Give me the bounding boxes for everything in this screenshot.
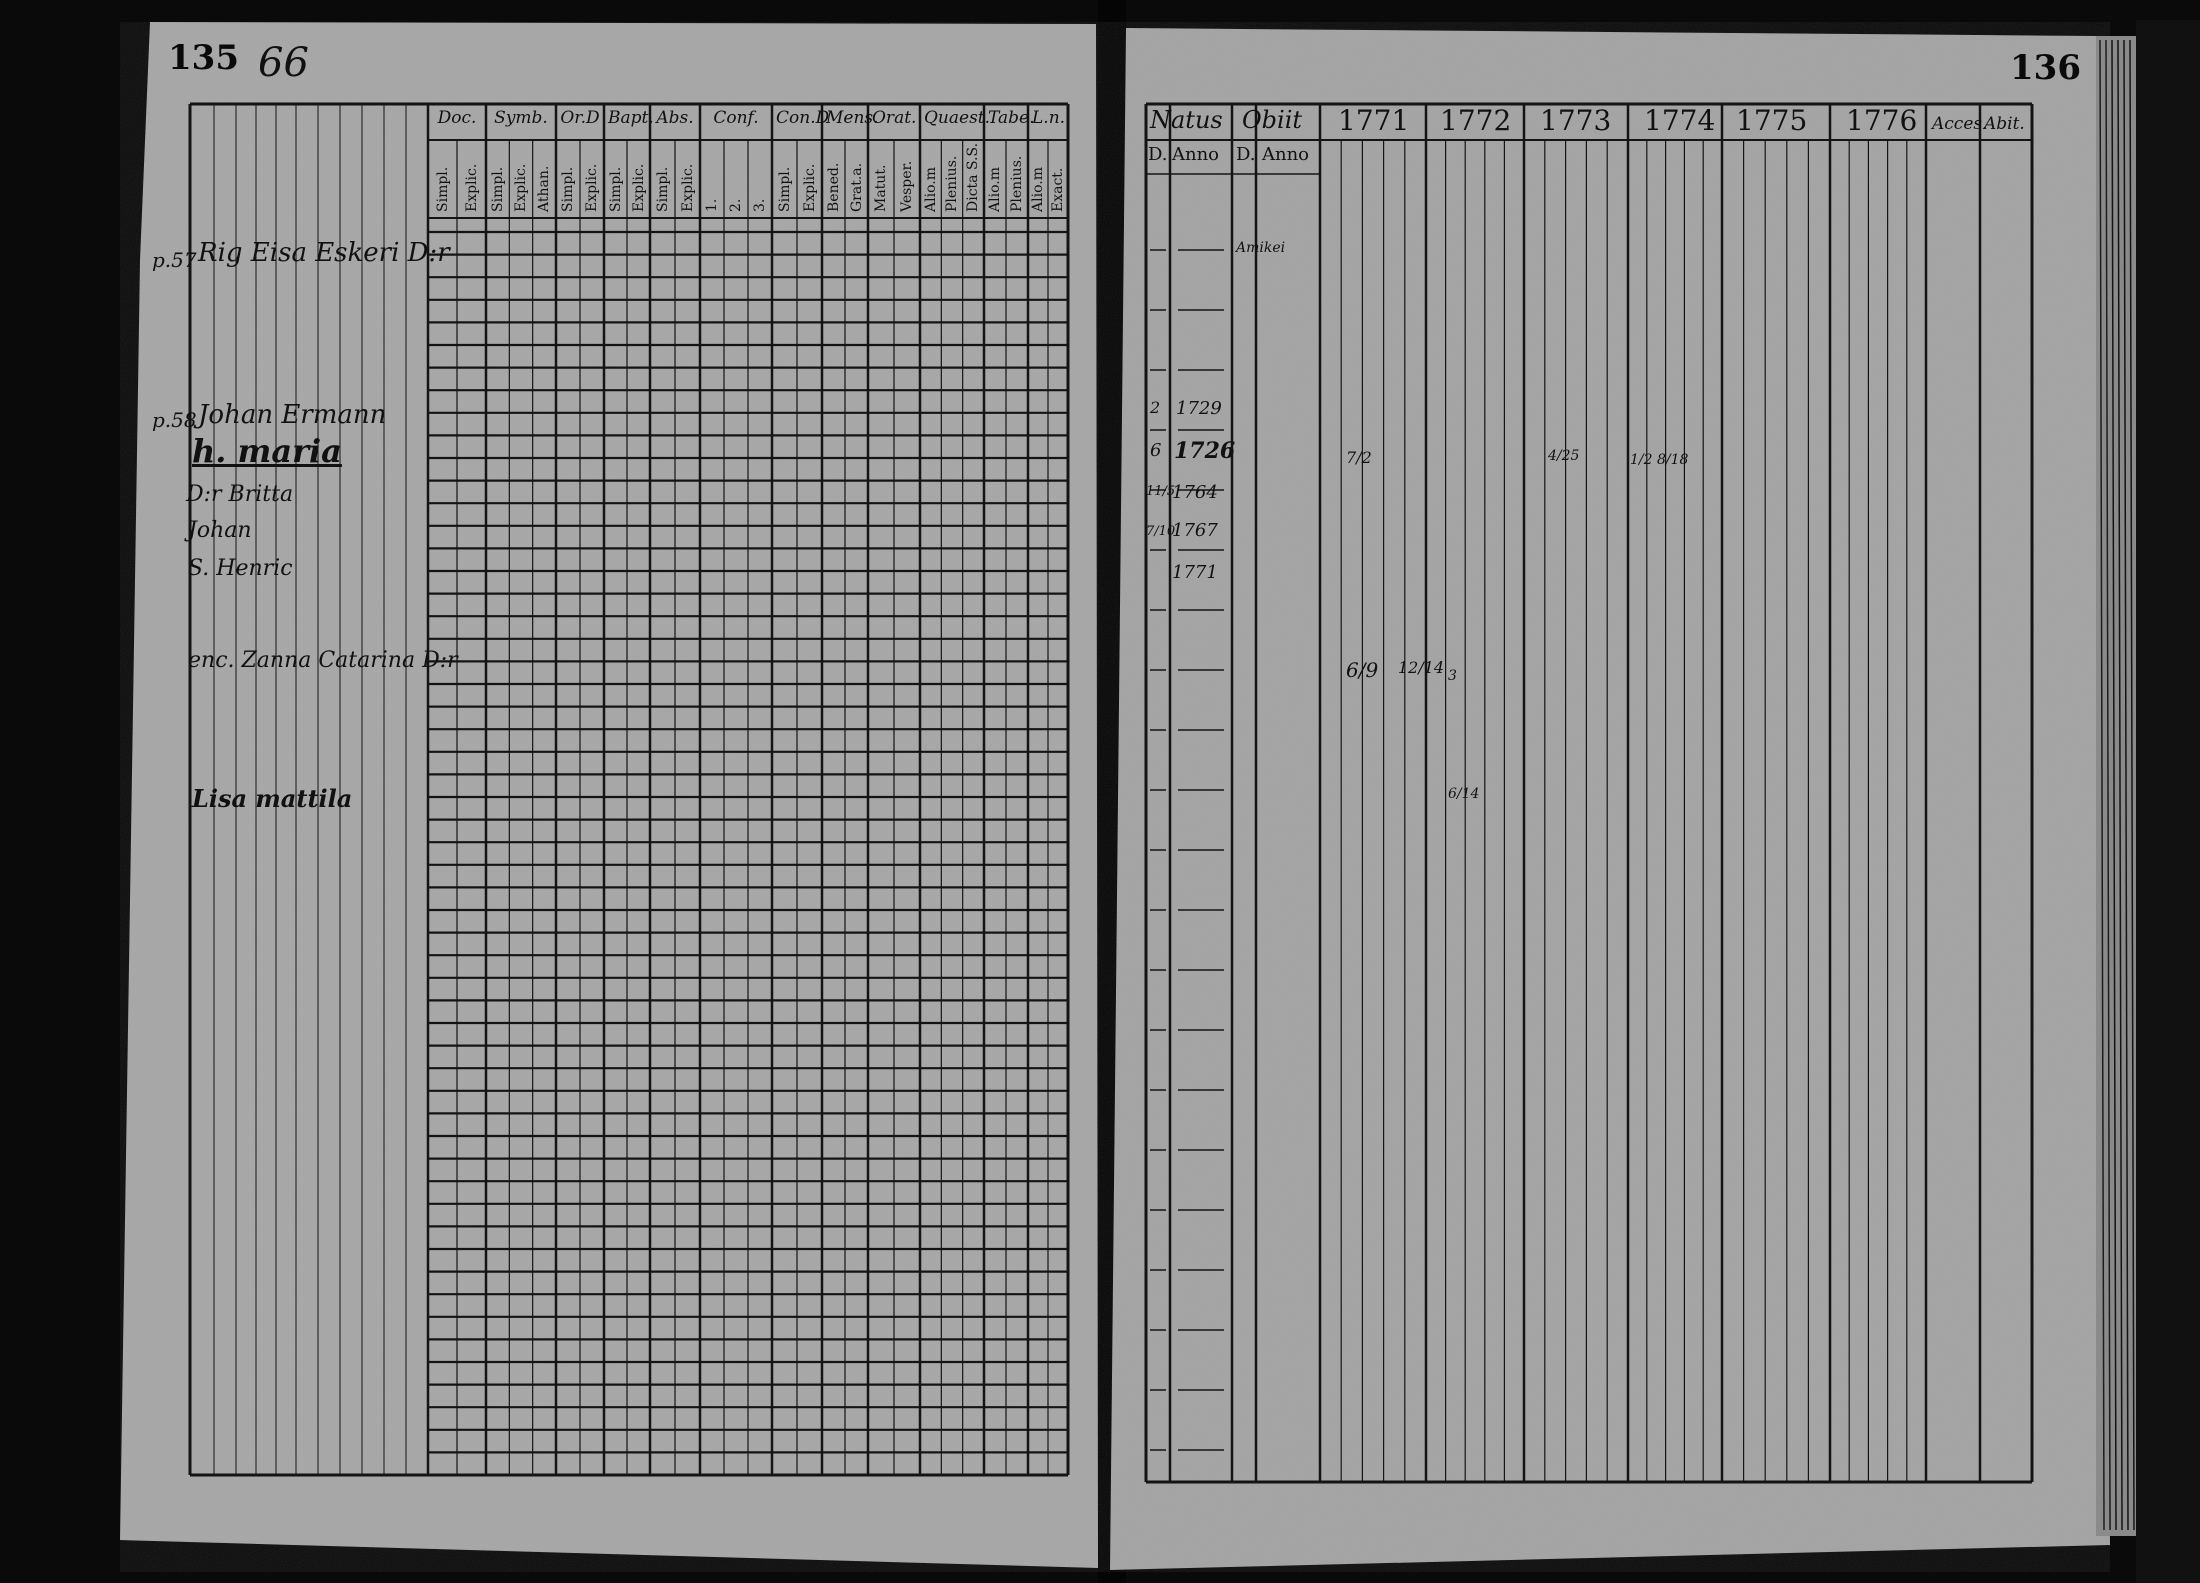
birth-year: 1726 <box>1174 438 1236 464</box>
year-mark: 12/14 <box>1398 658 1445 677</box>
column-subheader: Simpl. <box>654 166 671 212</box>
year-mark: 6/9 <box>1346 658 1379 682</box>
column-subheader: Alio.m <box>1030 167 1046 212</box>
year-mark: 3 <box>1448 668 1457 684</box>
column-subheader: Alio.m <box>987 167 1003 212</box>
column-header: Abs. <box>656 108 694 128</box>
year-header-1773: 1773 <box>1540 104 1612 137</box>
folio-mark: 66 <box>258 40 309 86</box>
birth-day: 6 <box>1150 440 1162 461</box>
column-subheader: Exact. <box>1050 167 1066 212</box>
column-header: Or.D <box>560 108 600 128</box>
column-header: Conf. <box>713 108 759 128</box>
entry-page-ref: p.57 <box>152 248 197 272</box>
birth-year: 1764 <box>1172 482 1218 503</box>
column-subheader: 2. <box>728 198 744 212</box>
column-subheader: Plenius. <box>1009 155 1025 212</box>
column-subheader: Explic. <box>801 163 818 212</box>
birth-day: 2 <box>1150 398 1161 417</box>
birth-year: 1729 <box>1176 398 1222 419</box>
entry-name: Lisa mattila <box>192 784 353 813</box>
year-mark: 7/2 <box>1346 448 1372 467</box>
right-page-number: 136 <box>2010 48 2081 88</box>
column-subheader: Simpl. <box>776 166 793 212</box>
birth-year: 1771 <box>1172 562 1218 583</box>
col-obiit: Obiit <box>1242 106 1303 134</box>
entry-name: enc. Zanna Catarina D:r <box>188 648 458 673</box>
column-subheader: Bened. <box>825 162 842 212</box>
year-header-1775: 1775 <box>1736 104 1808 137</box>
column-subheader: Dicta S.S. <box>965 142 982 212</box>
column-header: Bapt. <box>608 108 654 128</box>
obiit-note: Amikei <box>1236 240 1286 256</box>
column-subheader: Plenius. <box>944 155 960 212</box>
year-mark: 4/25 <box>1548 448 1580 464</box>
natus-day-label: D. <box>1148 144 1168 165</box>
year-header-1774: 1774 <box>1644 104 1716 137</box>
entry-name: Johan <box>188 518 252 543</box>
column-subheader: Explic. <box>679 163 696 212</box>
column-header: Orat. <box>872 108 917 128</box>
column-subheader: Grat.a. <box>848 162 865 212</box>
column-subheader: Explic. <box>630 163 647 212</box>
column-header: L.n. <box>1032 108 1066 128</box>
column-subheader: Alio.m <box>922 167 939 212</box>
column-subheader: Explic. <box>584 163 600 212</box>
year-header-1776: 1776 <box>1846 104 1918 137</box>
column-subheader: Simpl. <box>607 166 624 212</box>
column-header: Symb. <box>494 108 548 128</box>
birth-day: 11/5 <box>1146 484 1176 499</box>
column-subheader: 1. <box>704 198 720 212</box>
column-subheader: Simpl. <box>560 166 576 212</box>
column-header: Mens. <box>826 108 879 128</box>
column-subheader: Explic. <box>463 163 480 212</box>
column-subheader: Vesper. <box>899 160 915 212</box>
year-mark: 1/2 8/18 <box>1630 452 1689 468</box>
col-abiit: Abit. <box>1984 114 2025 134</box>
column-subheader: Matut. <box>873 164 889 212</box>
year-header-1772: 1772 <box>1440 104 1512 137</box>
column-subheader: Simpl. <box>434 166 451 212</box>
col-accessit: Acces. <box>1932 114 1988 134</box>
birth-day: 7/10 <box>1146 524 1176 539</box>
entry-page-ref: p.58 <box>152 408 197 432</box>
year-header-1771: 1771 <box>1338 104 1410 137</box>
natus-anno-label: Anno <box>1172 144 1220 165</box>
column-header: Con.D <box>776 108 830 128</box>
obiit-day-label: D. <box>1236 144 1256 165</box>
col-natus: Natus <box>1150 106 1223 134</box>
entry-name: S. Henric <box>188 556 293 581</box>
column-header: Tabe. <box>988 108 1035 128</box>
entry-name: h. maria <box>192 432 342 470</box>
left-page-number: 135 <box>168 38 239 78</box>
birth-year: 1767 <box>1172 520 1218 541</box>
column-header: Quaest. <box>924 108 991 128</box>
column-subheader: 3. <box>752 198 768 212</box>
entry-name: D:r Britta <box>186 482 294 507</box>
column-header: Doc. <box>437 108 477 128</box>
entry-name: Johan Ermann <box>198 400 387 430</box>
column-subheader: Athan. <box>536 165 553 212</box>
obiit-anno-label: Anno <box>1262 144 1310 165</box>
column-subheader: Simpl. <box>489 166 506 212</box>
entry-name: Rig Eisa Eskeri D:r <box>198 238 450 268</box>
column-subheader: Explic. <box>513 163 529 212</box>
year-mark: 6/14 <box>1448 786 1480 802</box>
